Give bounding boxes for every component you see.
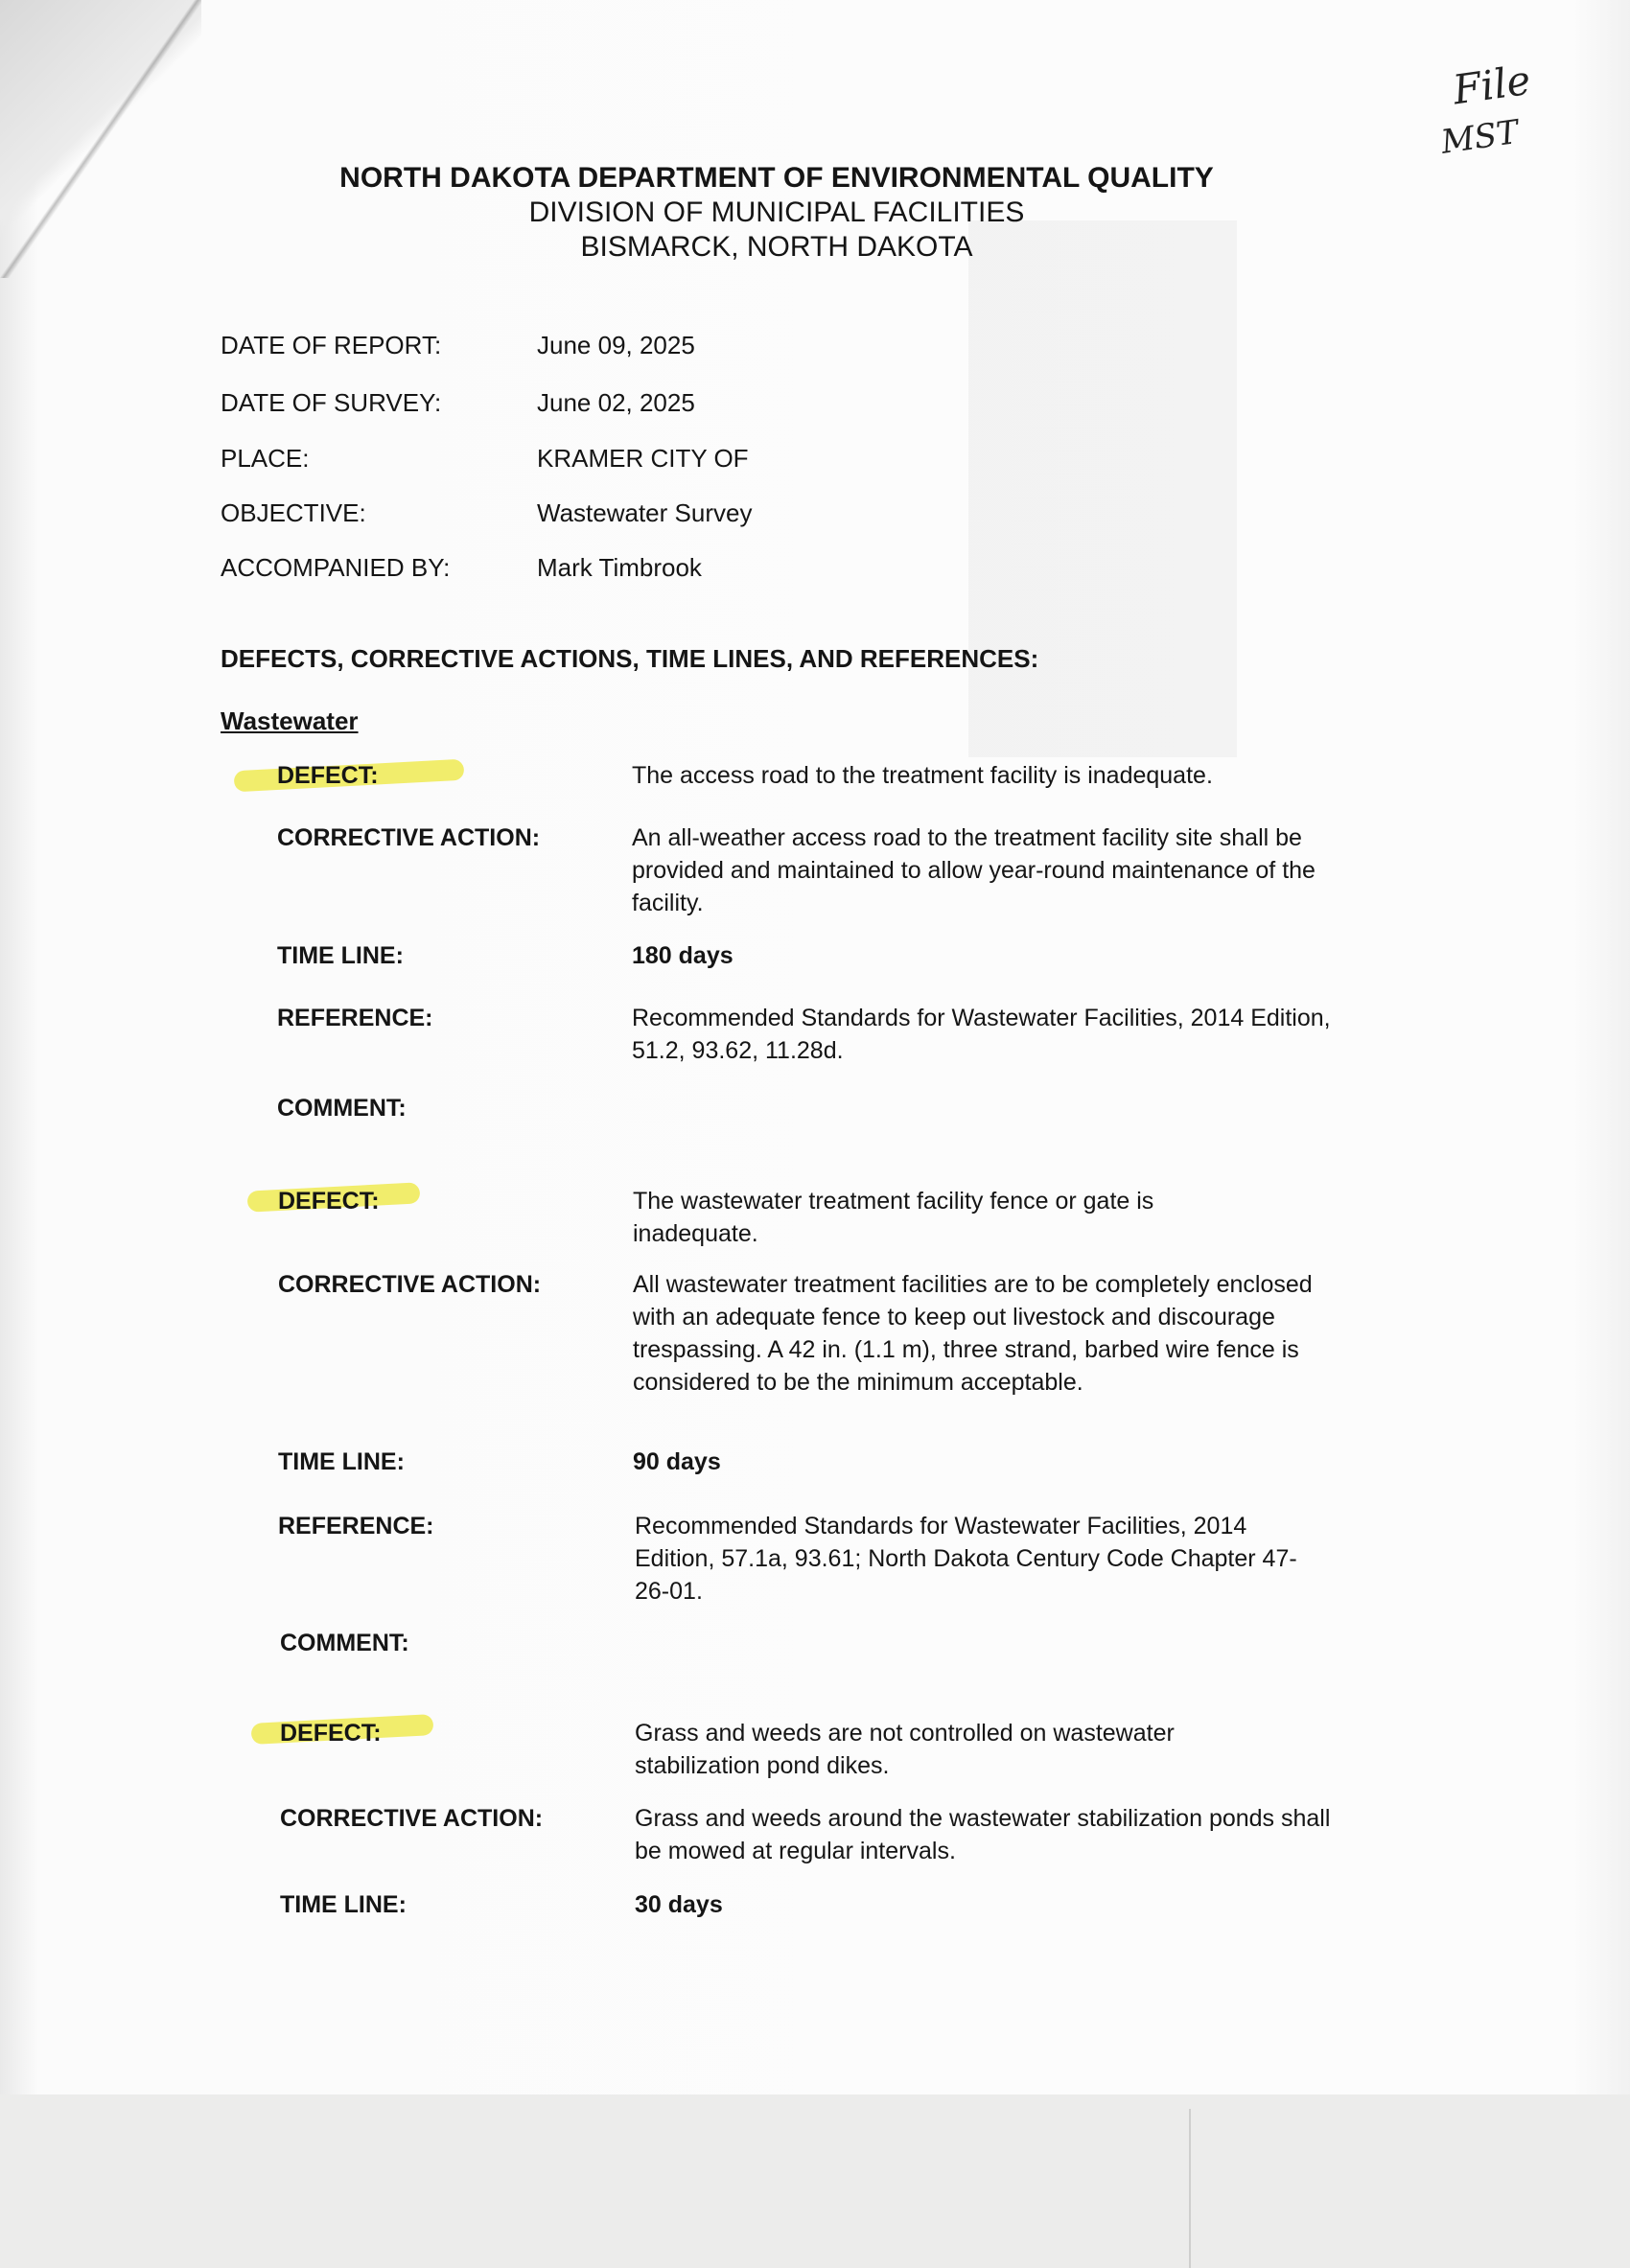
subsection-heading: Wastewater [221,706,359,735]
defect-label: DEFECT: [280,1720,382,1747]
handwritten-note [1431,47,1598,182]
place-label: PLACE: [221,444,310,473]
corrective-action-label: CORRECTIVE ACTION: [280,1805,544,1832]
place-value: KRAMER CITY OF [537,444,749,473]
report-date-label: DATE OF REPORT: [221,331,442,359]
corrective-action-text: Grass and weeds around the wastewater stabilization ponds shall be mowed at regular intervals. [635,1805,1331,1864]
objective-value: Wastewater Survey [537,498,753,527]
reference-label: REFERENCE: [277,1005,433,1031]
time-line-value: 30 days [635,1891,723,1918]
agency-name: NORTH DAKOTA DEPARTMENT OF ENVIRONMENTAL QUALITY [339,162,1214,194]
time-line-value: 90 days [633,1448,721,1475]
corrective-action-label: CORRECTIVE ACTION: [278,1271,542,1298]
comment-label: COMMENT: [277,1095,407,1122]
defect-text: The access road to the treatment facility is inadequate. [632,762,1213,789]
office-location: BISMARCK, NORTH DAKOTA [580,231,973,263]
corrective-action-label: CORRECTIVE ACTION: [277,824,541,851]
handwritten-note-line2: MST [1438,112,1522,162]
scan-bottom-margin [0,2094,1630,2268]
time-line-label: TIME LINE: [277,942,404,969]
fold-crease [0,0,201,278]
division-name: DIVISION OF MUNICIPAL FACILITIES [528,197,1025,228]
section-heading: DEFECTS, CORRECTIVE ACTIONS, TIME LINES, AND REFERENCES: [221,644,1039,673]
corrective-action-text: An all-weather access road to the treatment facility site shall be provided and maintained to allow year-round maintenance of the facility. [632,824,1316,916]
objective-label: OBJECTIVE: [221,498,366,527]
reference-text: Recommended Standards for Wastewater Facilities, 2014 Edition, 57.1a, 93.61; North Dakota Century Code Chapter 47-26-01. [635,1513,1297,1605]
defect-text: The wastewater treatment facility fence or gate is inadequate. [633,1188,1154,1247]
defect-label: DEFECT: [278,1188,380,1215]
defect-text: Grass and weeds are not controlled on wastewater stabilization pond dikes. [635,1720,1175,1779]
bleed-through-shadow [968,220,1237,757]
time-line-label: TIME LINE: [278,1448,405,1475]
comment-label: COMMENT: [280,1630,409,1656]
time-line-label: TIME LINE: [280,1891,407,1918]
accompanied-by-value: Mark Timbrook [537,553,702,582]
handwritten-note-line1: File [1450,56,1534,114]
report-date-value: June 09, 2025 [537,331,695,359]
corrective-action-text: All wastewater treatment facilities are to be completely enclosed with an adequate fence to keep out livestock and discourage trespassing. A 42 in. (1.1 m), three strand, barbed wire fence is considered to be the minimum acceptable. [633,1271,1313,1396]
survey-date-label: DATE OF SURVEY: [221,388,442,417]
document-header [192,161,1362,265]
time-line-value: 180 days [632,942,734,969]
accompanied-by-label: ACCOMPANIED BY: [221,553,451,582]
reference-text: Recommended Standards for Wastewater Facilities, 2014 Edition, 51.2, 93.62, 11.28d. [632,1005,1331,1064]
reference-label: REFERENCE: [278,1513,434,1539]
scan-crease-line [1189,2109,1191,2268]
defect-label: DEFECT: [277,762,379,789]
survey-date-value: June 02, 2025 [537,388,695,417]
